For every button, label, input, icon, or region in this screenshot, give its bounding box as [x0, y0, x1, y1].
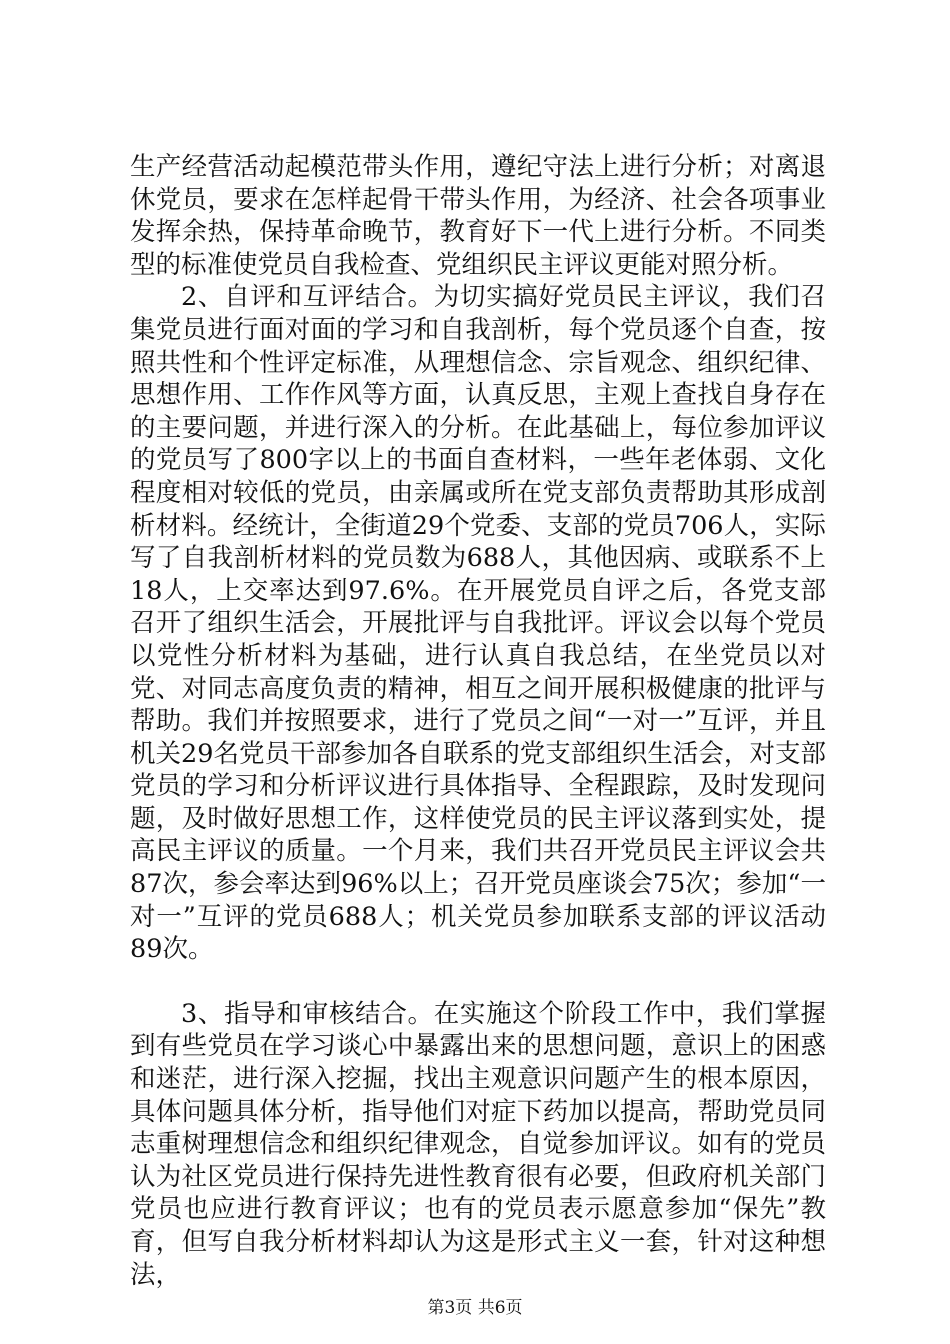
page-number-footer: 第3页 共6页	[427, 1298, 523, 1318]
paragraph-continued: 生产经营活动起模范带头作用，遵纪守法上进行分析；对离退休党员，要求在怎样起骨干带头作用，为经济、社会各项事业发挥余热，保持革命晚节，教育好下一代上进行分析。不同类型的标准使党员自我检查、党组织民主评议更能对照分析。	[130, 152, 826, 280]
paragraph-self-and-mutual-review: 2、自评和互评结合。为切实搞好党员民主评议，我们召集党员进行面对面的学习和自我剖析，每个党员逐个自查，按照共性和个性评定标准，从理想信念、宗旨观念、组织纪律、思想作用、工作作风等方面，认真反思，主观上查找自身存在的主要问题，并进行深入的分析。在此基础上，每位参加评议的党员写了800字以上的书面自查材料，一些年老体弱、文化程度相对较低的党员，由亲属或所在党支部负责帮助其形成剖析材料。经统计，全街道29个党委、支部的党员706人，实际写了自我剖析材料的党员数为688人，其他因病、或联系不上18人，上交率达到97.6%。在开展党员自评之后，各党支部召开了组织生活会，开展批评与自我批评。评议会以每个党员以党性分析材料为基础，进行认真自我总结，在坐党员以对党、对同志高度负责的精神，相互之间开展积极健康的批评与帮助。我们并按照要求，进行了党员之间“一对一”互评，并且机关29名党员干部参加各自联系的党支部组织生活会，对支部党员的学习和分析评议进行具体指导、全程跟踪，及时发现问题，及时做好思想工作，这样使党员的民主评议落到实处，提高民主评议的质量。一个月来，我们共召开党员民主评议会共87次，参会率达到96%以上；召开党员座谈会75次；参加“一对一”互评的党员688人；机关党员参加联系支部的评议活动89次。	[130, 282, 826, 965]
document-body	[130, 151, 826, 1291]
paragraph-guidance-and-review: 3、指导和审核结合。在实施这个阶段工作中，我们掌握到有些党员在学习谈心中暴露出来的思想问题，意识上的困惑和迷茫，进行深入挖掘，找出主观意识问题产生的根本原因，具体问题具体分析，指导他们对症下药加以提高，帮助党员同志重树理想信念和组织纪律观念，自觉参加评议。如有的党员认为社区党员进行保持先进性教育很有必要，但政府机关部门党员也应进行教育评议；也有的党员表示愿意参加“保先”教育，但写自我分析材料却认为这是形式主义一套，针对这种想法，	[130, 998, 826, 1290]
